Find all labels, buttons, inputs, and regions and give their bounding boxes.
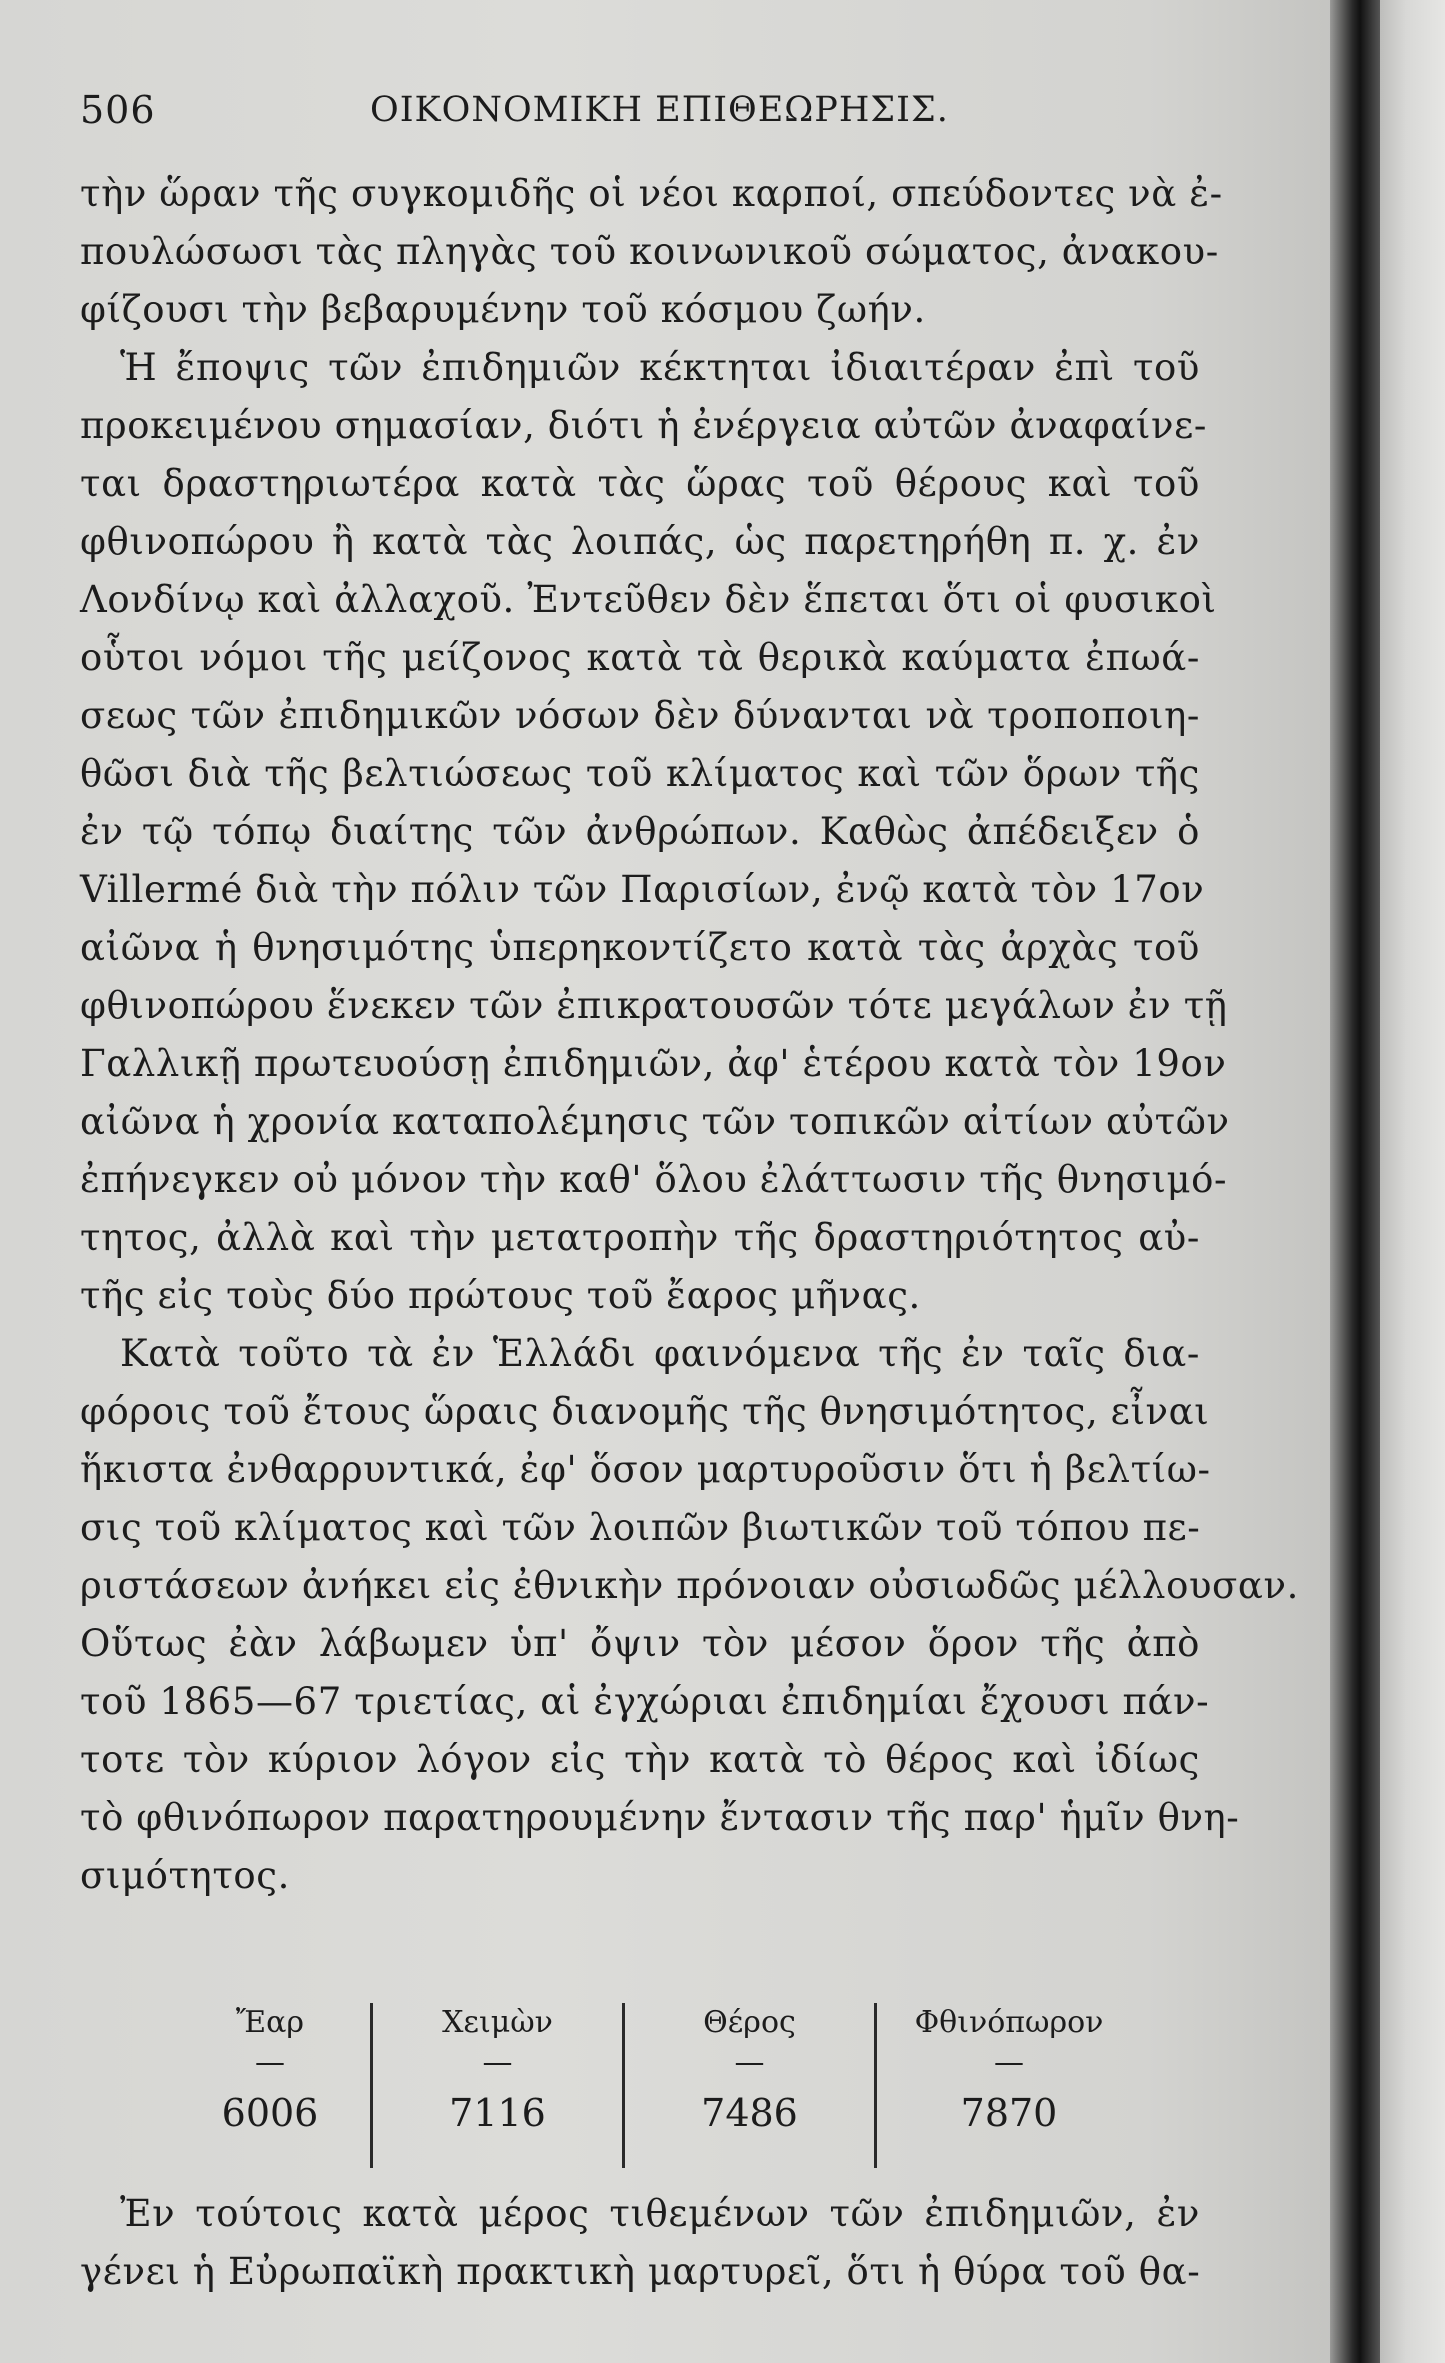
table-column-winter <box>375 1998 620 2178</box>
main-text <box>80 165 1299 1905</box>
column-header: Φθινόπωρον <box>914 2005 1104 2040</box>
table-column-autumn <box>879 1998 1139 2178</box>
column-header: Θέρος <box>703 2005 796 2040</box>
column-dash: — <box>482 2045 513 2080</box>
text-line: ριστάσεων ἀνήκει εἰς ἐθνικὴν πρόνοιαν οὐσιωδῶς μέλλουσαν. <box>80 1564 1299 1607</box>
text-line: τὸ φθινόπωρον παρατηρουμένην ἔντασιν τῆς παρ' ἡμῖν θνη- <box>80 1796 1240 1839</box>
table-column-summer <box>627 1998 872 2178</box>
text-line: σεως τῶν ἐπιδημικῶν νόσων δὲν δύνανται νὰ τροποποιη- <box>80 694 1200 737</box>
text-line: φίζουσι τὴν βεβαρυμένην τοῦ κόσμου ζωήν. <box>80 288 926 331</box>
table-column-spring <box>170 1998 370 2178</box>
column-value: 7116 <box>449 2091 546 2135</box>
column-divider <box>622 2003 625 2168</box>
seasons-table <box>170 1998 1170 2178</box>
text-line: Λονδίνῳ καὶ ἀλλαχοῦ. Ἐντεῦθεν δὲν ἕπεται ὅτι οἱ φυσικοὶ <box>80 578 1217 621</box>
facing-page-edge <box>1380 0 1445 2363</box>
column-dash: — <box>255 2045 285 2080</box>
running-head: ΟΙΚΟΝΟΜΙΚΗ ΕΠΙΘΕΩΡΗΣΙΣ. <box>370 90 949 130</box>
continuation-text <box>80 2185 1200 2301</box>
column-divider <box>874 2003 877 2168</box>
text-line: φθινοπώρου ἕνεκεν τῶν ἐπικρατουσῶν τότε μεγάλων ἐν τῇ <box>80 984 1228 1027</box>
column-dash: — <box>994 2045 1024 2080</box>
text-line: θῶσι διὰ τῆς βελτιώσεως τοῦ κλίματος καὶ τῶν ὅρων τῆς <box>80 752 1200 795</box>
text-line: Γαλλικῇ πρωτευούσῃ ἐπιδημιῶν, ἀφ' ἑτέρου κατὰ τὸν 19ον <box>80 1042 1227 1085</box>
text-line: τὴν ὥραν τῆς συγκομιδῆς οἱ νέοι καρποί, σπεύδοντες νὰ ἐ- <box>80 172 1223 215</box>
column-value: 7870 <box>960 2091 1058 2135</box>
text-line: ἥκιστα ἐνθαρρυντικά, ἐφ' ὅσον μαρτυροῦσιν ὅτι ἡ βελτίω- <box>80 1448 1211 1491</box>
text-line: Κατὰ τοῦτο τὰ ἐν Ἑλλάδι φαινόμενα τῆς ἐν ταῖς δια- <box>120 1332 1200 1375</box>
column-header: Χειμὼν <box>442 2005 553 2040</box>
text-line: αἰῶνα ἡ χρονία καταπολέμησις τῶν τοπικῶν αἰτίων αὐτῶν <box>80 1100 1230 1143</box>
text-line: τητος, ἀλλὰ καὶ τὴν μετατροπὴν τῆς δραστηριότητος αὐ- <box>80 1216 1200 1259</box>
text-line: ἐν τῷ τόπῳ διαίτης τῶν ἀνθρώπων. Καθὼς ἀπέδειξεν ὁ <box>80 810 1200 853</box>
column-header: Ἔαρ <box>235 2005 305 2040</box>
text-line: γένει ἡ Εὐρωπαϊκὴ πρακτικὴ μαρτυρεῖ, ὅτι ἡ θύρα τοῦ θα- <box>80 2250 1201 2293</box>
column-value: 6006 <box>221 2091 319 2135</box>
text-line: προκειμένου σημασίαν, διότι ἡ ἐνέργεια αὐτῶν ἀναφαίνε- <box>80 404 1207 447</box>
column-value: 7486 <box>701 2091 798 2135</box>
text-line: Ἐν τούτοις κατὰ μέρος τιθεμένων τῶν ἐπιδημιῶν, ἐν <box>120 2192 1200 2235</box>
text-line: σιμότητος. <box>80 1854 290 1897</box>
text-line: σις τοῦ κλίματος καὶ τῶν λοιπῶν βιωτικῶν τοῦ τόπου πε- <box>80 1506 1201 1549</box>
page-number: 506 <box>80 88 156 132</box>
text-line: Villermé διὰ τὴν πόλιν τῶν Παρισίων, ἐνῷ κατὰ τὸν 17ον <box>80 868 1205 911</box>
book-spine-gutter <box>1330 0 1380 2363</box>
text-line: τοτε τὸν κύριον λόγον εἰς τὴν κατὰ τὸ θέρος καὶ ἰδίως <box>80 1738 1200 1781</box>
text-line: Ἡ ἔποψις τῶν ἐπιδημιῶν κέκτηται ἰδιαιτέραν ἐπὶ τοῦ <box>120 346 1200 389</box>
text-line: φθινοπώρου ἢ κατὰ τὰς λοιπάς, ὡς παρετηρήθη π. χ. ἐν <box>80 520 1200 563</box>
text-line: οὗτοι νόμοι τῆς μείζονος κατὰ τὰ θερικὰ καύματα ἐπωά- <box>80 636 1200 679</box>
column-dash: — <box>734 2045 765 2080</box>
page-header <box>80 88 1190 138</box>
text-line: πουλώσωσι τὰς πληγὰς τοῦ κοινωνικοῦ σώματος, ἀνακου- <box>80 230 1219 273</box>
text-line: ται δραστηριωτέρα κατὰ τὰς ὥρας τοῦ θέρους καὶ τοῦ <box>80 462 1200 505</box>
column-divider <box>370 2003 373 2168</box>
text-line: τοῦ 1865—67 τριετίας, αἱ ἐγχώριαι ἐπιδημίαι ἔχουσι πάν- <box>80 1680 1210 1723</box>
text-line: ἐπήνεγκεν οὐ μόνον τὴν καθ' ὅλου ἐλάττωσιν τῆς θνησιμό- <box>80 1158 1228 1201</box>
text-line: Οὕτως ἐὰν λάβωμεν ὑπ' ὄψιν τὸν μέσον ὅρον τῆς ἀπὸ <box>80 1622 1200 1665</box>
text-line: αἰῶνα ἡ θνησιμότης ὑπερηκοντίζετο κατὰ τὰς ἀρχὰς τοῦ <box>80 926 1200 969</box>
text-line: τῆς εἰς τοὺς δύο πρώτους τοῦ ἔαρος μῆνας. <box>80 1274 921 1317</box>
text-line: φόροις τοῦ ἔτους ὥραις διανομῆς τῆς θνησιμότητος, εἶναι <box>80 1390 1210 1433</box>
